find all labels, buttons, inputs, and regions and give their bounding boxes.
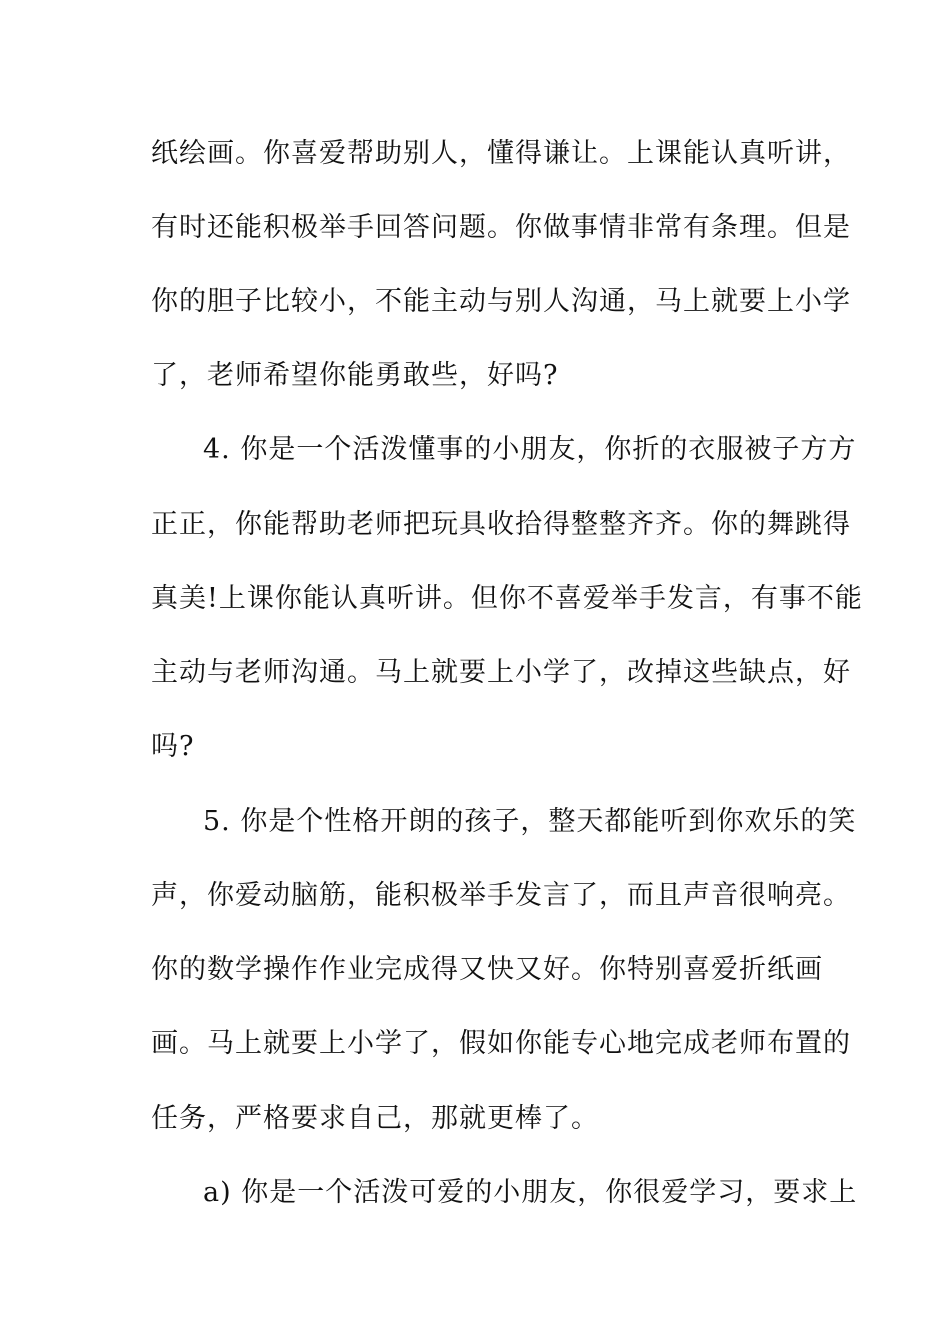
text-line: 了，老师希望你能勇敢些，好吗? — [151, 360, 559, 391]
text-line: 纸绘画。你喜爱帮助别人，懂得谦让。上课能认真听讲， — [151, 138, 851, 169]
text-line: 主动与老师沟通。马上就要上小学了，改掉这些缺点，好 — [151, 657, 851, 688]
paragraph-4-start: 4. 你是一个活泼懂事的小朋友，你折的衣服被子方方 — [203, 434, 857, 465]
text-line: 画。马上就要上小学了，假如你能专心地完成老师布置的 — [151, 1028, 851, 1059]
text-line: 正正，你能帮助老师把玩具收拾得整整齐齐。你的舞跳得 — [151, 509, 851, 540]
paragraph-a-start: a) 你是一个活泼可爱的小朋友，你很爱学习，要求上 — [203, 1177, 858, 1208]
text-line: 你的数学操作作业完成得又快又好。你特别喜爱折纸画 — [151, 954, 823, 985]
text-line: 声，你爱动脑筋，能积极举手发言了，而且声音很响亮。 — [151, 880, 851, 911]
text-line: 任务，严格要求自己，那就更棒了。 — [151, 1103, 599, 1134]
paragraph-5-start: 5. 你是个性格开朗的孩子，整天都能听到你欢乐的笑 — [203, 806, 857, 837]
text-line: 有时还能积极举手回答问题。你做事情非常有条理。但是 — [151, 212, 851, 243]
text-line: 吗? — [151, 731, 195, 762]
text-line: 你的胆子比较小，不能主动与别人沟通，马上就要上小学 — [151, 286, 851, 317]
text-line: 真美!上课你能认真听讲。但你不喜爱举手发言，有事不能 — [151, 583, 863, 614]
